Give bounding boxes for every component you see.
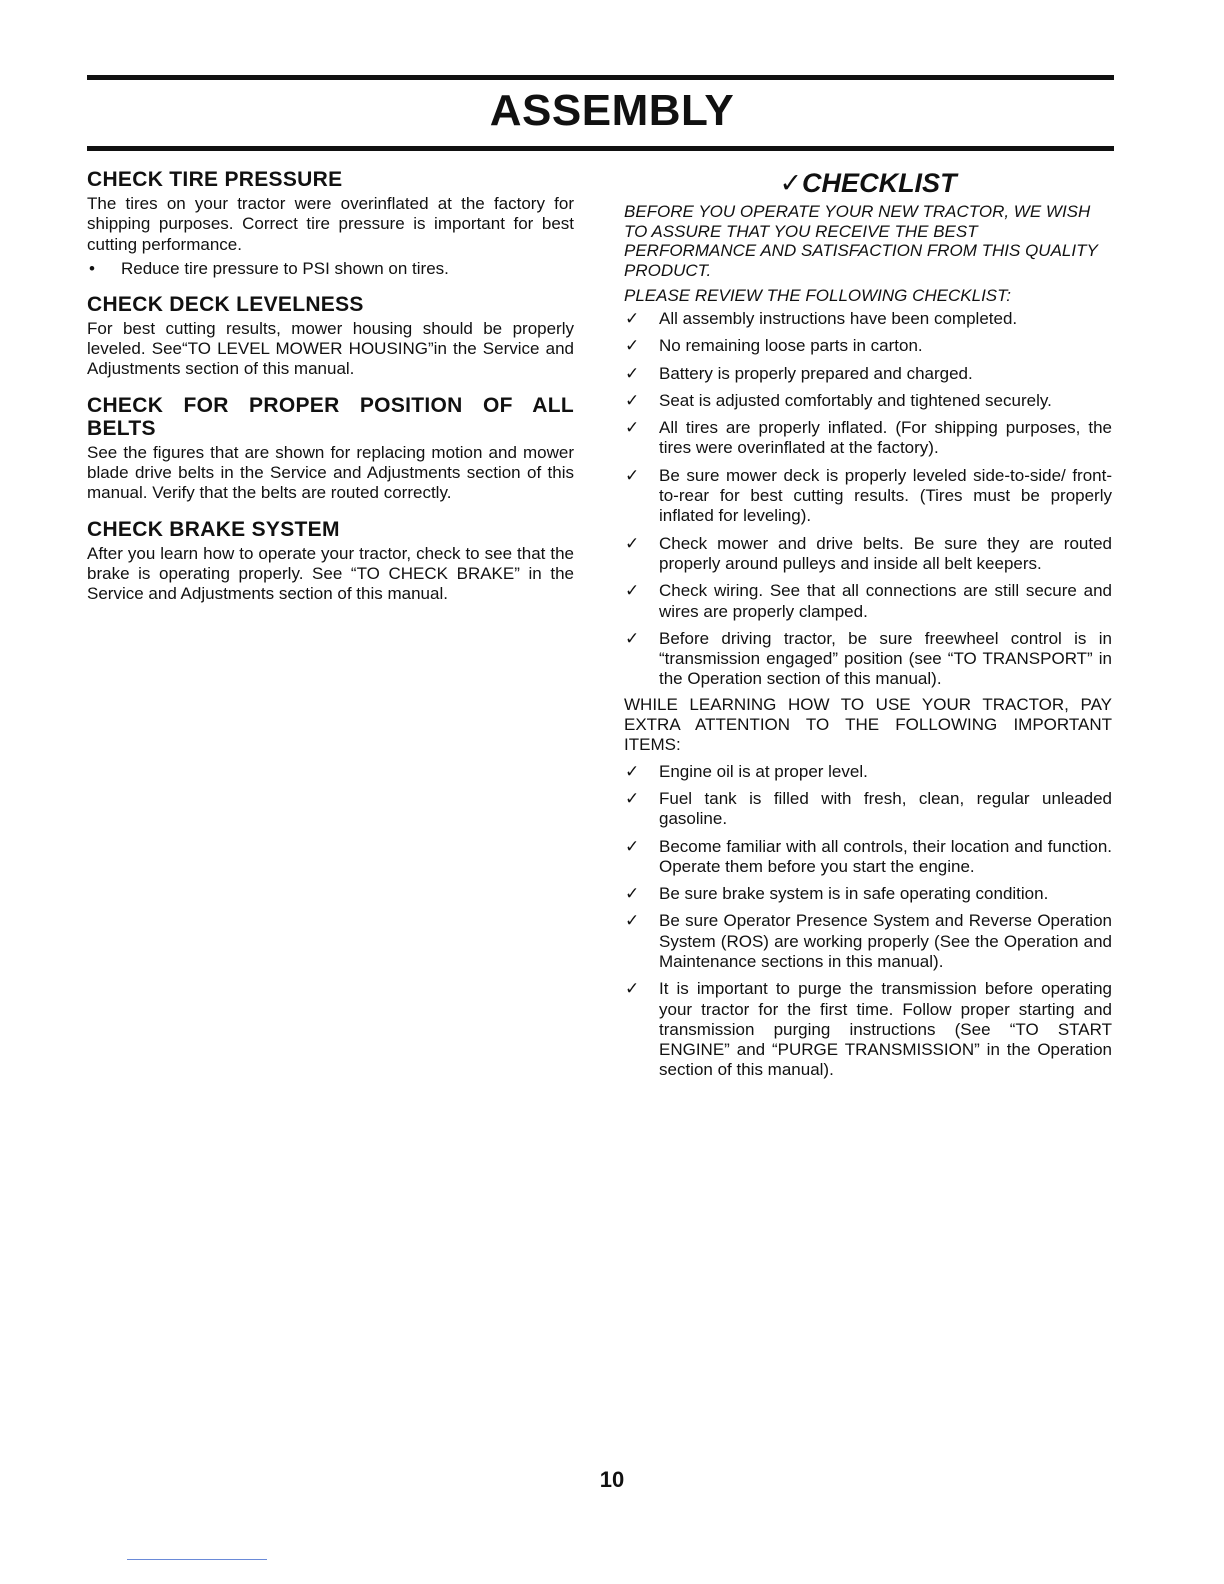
check-mark-icon: ✓ (625, 533, 640, 553)
checklist-item (624, 581, 1112, 622)
checklist-item (624, 309, 1112, 329)
deck-levelness-section (87, 293, 574, 380)
check-mark-icon: ✓ (625, 363, 640, 383)
checklist-item-text: Become familiar with all controls, their location and function. Operate them before you start the engine. (659, 836, 1112, 876)
tire-pressure-section (87, 168, 574, 279)
checklist-item-text: Battery is properly prepared and charged. (659, 363, 973, 383)
check-mark-icon: ✓ (625, 884, 640, 904)
brake-section (87, 518, 574, 605)
checklist-item-text: All assembly instructions have been completed. (659, 308, 1018, 328)
belts-body: See the figures that are shown for replacing motion and mower blade drive belts in the Service and Adjustments section of this manual. Verify that the belts are routed correctly. (87, 442, 574, 503)
checklist-item (624, 534, 1112, 575)
checklist-title: ✓CHECKLIST (779, 168, 957, 198)
check-mark-icon: ✓ (625, 911, 640, 931)
top-rule (87, 75, 1114, 80)
checklist-item (624, 629, 1112, 690)
bottom-rule (87, 146, 1114, 151)
checklist-item-text: Be sure Operator Presence System and Reverse Operation System (ROS) are working properly (See the Operation and Maintenance sections in this manual). (659, 911, 1112, 971)
check-mark-icon: ✓ (625, 628, 640, 648)
important-items (624, 762, 1112, 1081)
checklist-item-text: Seat is adjusted comfortably and tightened securely. (659, 390, 1052, 410)
brake-heading: CHECK BRAKE SYSTEM (87, 517, 340, 541)
check-mark-icon: ✓ (625, 308, 640, 328)
brake-body: After you learn how to operate your tractor, check to see that the brake is operating properly. See “TO CHECK BRAKE” in the Service and Adjustments section of this manual. (87, 543, 574, 604)
belts-section (87, 394, 574, 504)
check-mark-icon: ✓ (625, 390, 640, 410)
checklist-item (624, 911, 1112, 972)
checklist-item (624, 391, 1112, 411)
check-mark-icon: ✓ (625, 418, 640, 438)
belts-heading: CHECK FOR PROPER POSITION OF ALL BELTS (87, 393, 574, 440)
check-mark-icon: ✓ (625, 788, 640, 808)
checklist-item-text: Check mower and drive belts. Be sure they are routed properly around pulleys and inside all belt keepers. (659, 533, 1112, 573)
checklist-item (624, 789, 1112, 830)
checklist-item-text: Before driving tractor, be sure freewheel control is in “transmission engaged” position (see “TO TRANSPORT” in the Operation section of this manual). (659, 628, 1112, 689)
checklist-item-text: Be sure brake system is in safe operating condition. (659, 884, 1049, 904)
checklist-item (624, 837, 1112, 878)
checklist-item-text: Fuel tank is filled with fresh, clean, regular unleaded gasoline. (659, 788, 1112, 829)
checklist-review: PLEASE REVIEW THE FOLLOWING CHECKLIST: (624, 286, 1011, 306)
learning-heading: WHILE LEARNING HOW TO USE YOUR TRACTOR, PAY EXTRA ATTENTION TO THE FOLLOWING IMPORTANT ITEMS: (624, 694, 1112, 755)
page-title: ASSEMBLY (489, 86, 735, 135)
footer-link-line (127, 1559, 267, 1560)
check-mark-icon: ✓ (625, 465, 640, 485)
checklist-item-text: It is important to purge the transmission before operating your tractor for the first time. Follow proper starting and transmission purging instructions (See “TO START ENGINE” and “PURGE TRANSMISSION” in the Operation section of this manual). (659, 979, 1112, 1080)
checklist-item (624, 762, 1112, 782)
checklist-item-text: Be sure mower deck is properly leveled side-to-side/ front-to-rear for best cutting results. (Tires must be properly inflated for leveling). (659, 465, 1112, 526)
tire-pressure-bullet-text: Reduce tire pressure to PSI shown on tires. (121, 258, 449, 278)
deck-levelness-heading: CHECK DECK LEVELNESS (87, 292, 364, 316)
check-mark-icon: ✓ (625, 979, 640, 999)
page-number: 10 (599, 1467, 625, 1492)
checklist-item (624, 418, 1112, 459)
checklist-item-text: Check wiring. See that all connections are still secure and wires are properly clamped. (659, 581, 1112, 621)
checklist-item (624, 466, 1112, 527)
checklist-item (624, 336, 1112, 356)
check-mark-icon: ✓ (625, 836, 640, 856)
checklist-item (624, 364, 1112, 384)
checklist-intro: BEFORE YOU OPERATE YOUR NEW TRACTOR, WE WISH TO ASSURE THAT YOU RECEIVE THE BEST PERFORMANCE AND SATISFACTION FROM THIS QUALITY PRODUCT. (624, 202, 1098, 280)
checklist-items (624, 309, 1112, 690)
tire-pressure-heading: CHECK TIRE PRESSURE (87, 168, 343, 191)
left-column (87, 168, 574, 619)
checklist-item-text: Engine oil is at proper level. (659, 761, 868, 781)
checklist-column (624, 168, 1112, 1088)
bullet-icon: • (89, 258, 95, 278)
checklist-item (624, 979, 1112, 1080)
tire-pressure-body: The tires on your tractor were overinflated at the factory for shipping purposes. Correct tire pressure is important for best cutting performance. (87, 194, 574, 254)
check-mark-icon: ✓ (625, 336, 640, 356)
check-mark-icon: ✓ (625, 761, 640, 781)
check-mark-icon: ✓ (625, 581, 640, 601)
checklist-item-text: All tires are properly inflated. (For shipping purposes, the tires were overinflated at the factory). (659, 418, 1112, 458)
checklist-item (624, 884, 1112, 904)
deck-levelness-body: For best cutting results, mower housing should be properly leveled. See“TO LEVEL MOWER HOUSING”in the Service and Adjustments section of this manual. (87, 318, 574, 379)
tire-pressure-bullet (87, 258, 574, 279)
checklist-item-text: No remaining loose parts in carton. (659, 336, 923, 356)
